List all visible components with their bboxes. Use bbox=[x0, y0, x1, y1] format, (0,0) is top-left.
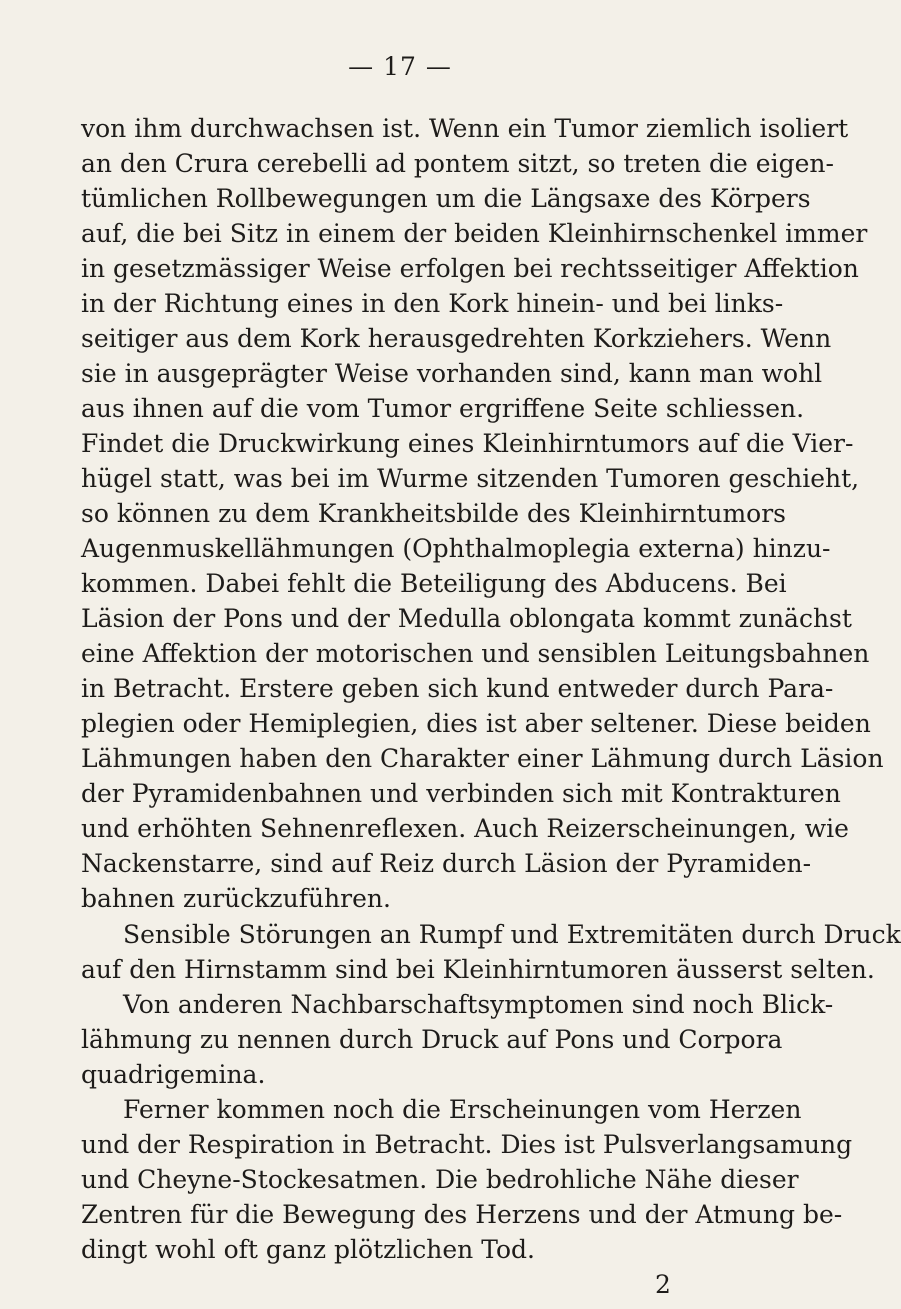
text-line: von ihm durchwachsen ist. Wenn ein Tumor ziemlich isoliert bbox=[81, 114, 849, 143]
text-line: in Betracht. Erstere geben sich kund entweder durch Para- bbox=[81, 674, 834, 703]
text-line: so können zu dem Krankheitsbilde des Kleinhirntumors bbox=[81, 499, 787, 528]
text-line: Sensible Störungen an Rumpf und Extremitäten durch Druck bbox=[123, 920, 901, 949]
text-line: tümlichen Rollbewegungen um die Längsaxe des Körpers bbox=[81, 184, 811, 213]
text-line: Ferner kommen noch die Erscheinungen vom Herzen bbox=[123, 1095, 802, 1124]
text-line: Nackenstarre, sind auf Reiz durch Läsion der Pyramiden- bbox=[81, 849, 812, 878]
text-line: Von anderen Nachbarschaftsymptomen sind noch Blick- bbox=[123, 990, 834, 1019]
text-line: plegien oder Hemiplegien, dies ist aber seltener. Diese beiden bbox=[81, 709, 871, 738]
text-line: dingt wohl oft ganz plötzlichen Tod. bbox=[81, 1235, 535, 1264]
text-line: lähmung zu nennen durch Druck auf Pons und Corpora bbox=[81, 1025, 783, 1054]
text-line: der Pyramidenbahnen und verbinden sich mit Kontrakturen bbox=[81, 779, 841, 808]
text-line: eine Affektion der motorischen und sensiblen Leitungsbahnen bbox=[81, 639, 870, 668]
text-line: auf den Hirnstamm sind bei Kleinhirntumoren äusserst selten. bbox=[81, 955, 875, 984]
text-line: Findet die Druckwirkung eines Kleinhirntumors auf die Vier- bbox=[81, 429, 854, 458]
text-line: seitiger aus dem Kork herausgedrehten Korkziehers. Wenn bbox=[81, 324, 832, 353]
text-line: in der Richtung eines in den Kork hinein- und bei links- bbox=[81, 289, 784, 318]
text-line: sie in ausgeprägter Weise vorhanden sind, kann man wohl bbox=[81, 359, 823, 388]
text-line: kommen. Dabei fehlt die Beteiligung des Abducens. Bei bbox=[81, 569, 787, 598]
text-line: quadrigemina. bbox=[81, 1060, 266, 1089]
page-number: — 17 — bbox=[348, 52, 452, 81]
text-line: auf, die bei Sitz in einem der beiden Kleinhirnschenkel immer bbox=[81, 219, 868, 248]
text-line: Augenmuskellähmungen (Ophthalmoplegia externa) hinzu- bbox=[81, 534, 831, 563]
signature-mark: 2 bbox=[655, 1270, 671, 1299]
text-line: aus ihnen auf die vom Tumor ergriffene Seite schliessen. bbox=[81, 394, 805, 423]
text-line: Läsion der Pons und der Medulla oblongata kommt zunächst bbox=[81, 604, 852, 633]
text-line: hügel statt, was bei im Wurme sitzenden Tumoren geschieht, bbox=[81, 464, 860, 493]
text-line: Lähmungen haben den Charakter einer Lähmung durch Läsion bbox=[81, 744, 884, 773]
text-line: Zentren für die Bewegung des Herzens und der Atmung be- bbox=[81, 1200, 843, 1229]
text-line: und der Respiration in Betracht. Dies ist Pulsverlangsamung bbox=[81, 1130, 853, 1159]
text-line: an den Crura cerebelli ad pontem sitzt, so treten die eigen- bbox=[81, 149, 834, 178]
text-line: bahnen zurückzuführen. bbox=[81, 884, 391, 913]
text-line: in gesetzmässiger Weise erfolgen bei rechtsseitiger Affektion bbox=[81, 254, 859, 283]
text-line: und Cheyne-Stockesatmen. Die bedrohliche Nähe dieser bbox=[81, 1165, 799, 1194]
text-line: und erhöhten Sehnenreflexen. Auch Reizerscheinungen, wie bbox=[81, 814, 849, 843]
